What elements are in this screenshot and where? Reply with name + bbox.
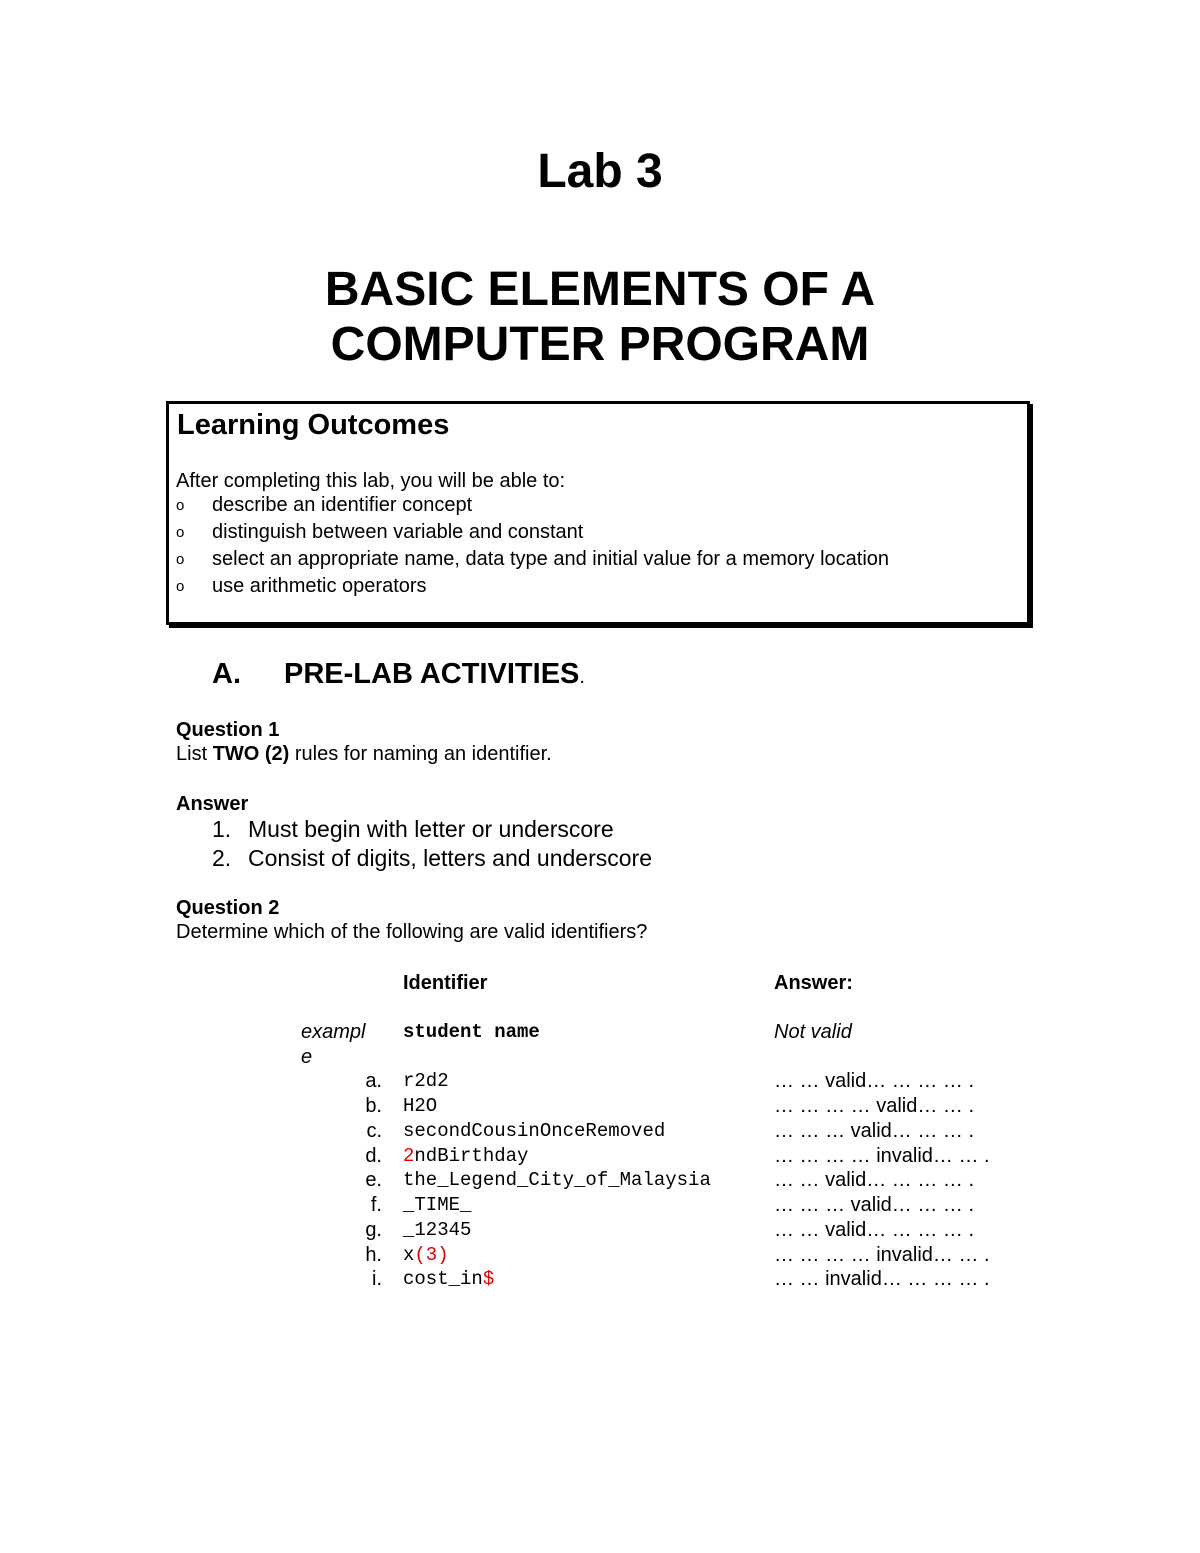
row-answer: … … valid… … … … . [774, 1219, 975, 1241]
example-label [301, 1020, 365, 1070]
bullet-icon: o [176, 524, 185, 541]
question-1-title: Question 1 [176, 719, 280, 741]
row-identifier: x(3) [403, 1244, 449, 1266]
row-identifier: cost_in$ [403, 1268, 495, 1290]
row-identifier: _TIME_ [403, 1194, 472, 1216]
learning-outcomes-heading: Learning Outcomes [177, 409, 450, 441]
question-2-text: Determine which of the following are valid identifiers? [176, 921, 648, 943]
row-answer: … … … … valid… … . [774, 1095, 975, 1117]
row-label: h. [365, 1244, 382, 1266]
table-row [0, 1069, 1200, 1094]
question-2-title: Question 2 [176, 897, 280, 919]
row-label: e. [365, 1169, 382, 1191]
learning-outcomes-intro: After completing this lab, you will be able to: [176, 470, 566, 492]
main-title-line-2: COMPUTER PROGRAM [330, 318, 870, 371]
bullet-icon: o [176, 497, 185, 514]
outcome-text: distinguish between variable and constant [212, 521, 584, 543]
table-row [0, 1168, 1200, 1193]
main-title [0, 262, 1200, 372]
identifier-column-header: Identifier [403, 972, 488, 994]
row-identifier: the_Legend_City_of_Malaysia [403, 1169, 711, 1191]
main-title-line-1: BASIC ELEMENTS OF A [324, 263, 876, 316]
row-answer: … … … valid… … … . [774, 1194, 975, 1216]
row-label: f. [370, 1194, 382, 1216]
list-item [176, 573, 889, 600]
answer-list [212, 815, 652, 873]
answer-column-header: Answer: [774, 972, 853, 994]
lab-title: Lab 3 [537, 145, 663, 198]
row-label: i. [372, 1268, 382, 1290]
outcome-text: select an appropriate name, data type and initial value for a memory location [212, 548, 890, 570]
row-answer: … … valid… … … … . [774, 1169, 975, 1191]
table-row [0, 1193, 1200, 1218]
row-answer: … … valid… … … … . [774, 1070, 975, 1092]
row-identifier: 2ndBirthday [403, 1145, 529, 1167]
answer-number: 1. [212, 816, 232, 842]
table-row [0, 1094, 1200, 1119]
row-answer: … … … valid… … … . [774, 1120, 975, 1142]
example-label-line-1: exampl [301, 1021, 366, 1043]
table-row [0, 1218, 1200, 1243]
row-label: c. [366, 1120, 382, 1142]
learning-outcomes-list [176, 492, 889, 600]
table-row [0, 1267, 1200, 1292]
question-1-text-after: rules for naming an identifier. [289, 743, 552, 765]
answer-text: Consist of digits, letters and underscore [248, 845, 652, 871]
example-label-line-2: e [301, 1046, 313, 1068]
question-1-text [176, 741, 552, 767]
table-row [0, 1144, 1200, 1169]
bullet-icon: o [176, 551, 185, 568]
row-identifier: r2d2 [403, 1070, 449, 1092]
row-label: g. [365, 1219, 382, 1241]
question-1-text-before: List [176, 743, 213, 765]
section-title: PRE-LAB ACTIVITIES [284, 658, 580, 690]
bullet-icon: o [176, 578, 185, 595]
answer-text: Must begin with letter or underscore [248, 816, 614, 842]
question-1-text-bold: TWO (2) [212, 743, 290, 765]
example-answer: Not valid [774, 1021, 852, 1043]
answer-number: 2. [212, 845, 232, 871]
row-label: a. [365, 1070, 382, 1092]
outcome-text: describe an identifier concept [212, 494, 473, 516]
row-identifier: _12345 [403, 1219, 472, 1241]
table-row [0, 1243, 1200, 1268]
row-label: b. [365, 1095, 382, 1117]
row-answer: … … invalid… … … … . [774, 1268, 990, 1290]
section-heading [212, 655, 585, 696]
row-answer: … … … … invalid… … . [774, 1244, 990, 1266]
list-item [176, 546, 889, 573]
example-identifier: student name [403, 1021, 540, 1043]
answer-label: Answer [176, 793, 249, 815]
table-row [0, 1119, 1200, 1144]
section-letter: A. [212, 658, 241, 690]
list-item [212, 844, 652, 873]
row-answer: … … … … invalid… … . [774, 1145, 990, 1167]
list-item [176, 492, 889, 519]
section-trailing: . [579, 666, 585, 688]
row-identifier: H2O [403, 1095, 438, 1117]
list-item [176, 519, 889, 546]
row-label: d. [365, 1145, 382, 1167]
outcome-text: use arithmetic operators [212, 575, 427, 597]
row-identifier: secondCousinOnceRemoved [403, 1120, 666, 1142]
list-item [212, 815, 652, 844]
